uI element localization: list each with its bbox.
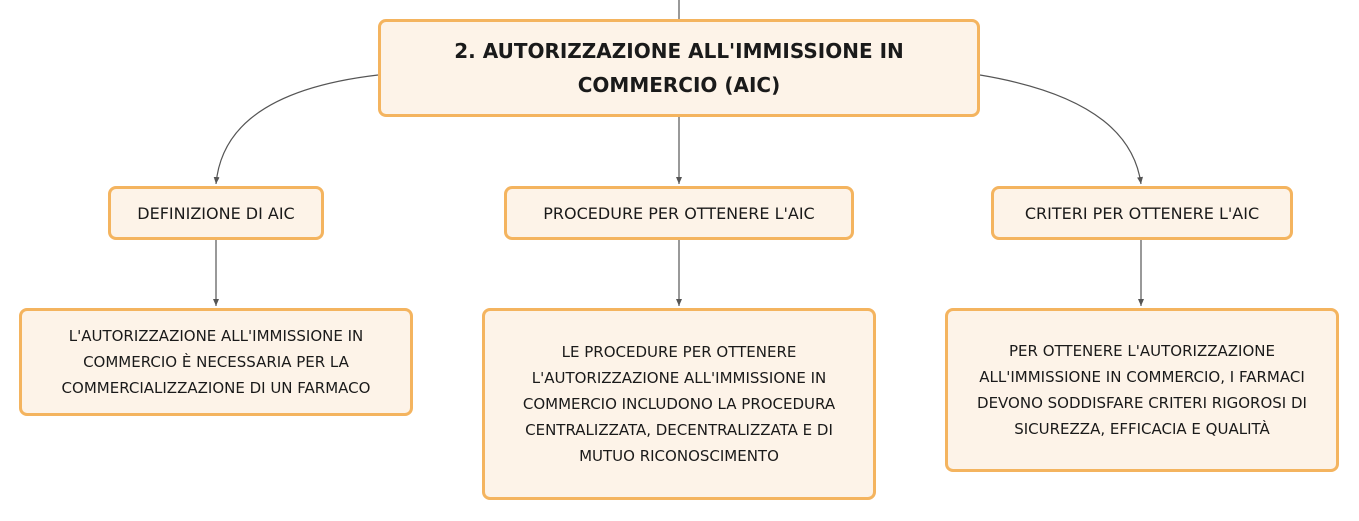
topic-label-definizione: DEFINIZIONE DI AIC bbox=[137, 203, 295, 223]
connector-root-definizione bbox=[216, 75, 378, 184]
topic-node-criteri[interactable] bbox=[991, 186, 1293, 240]
topic-node-definizione[interactable] bbox=[108, 186, 324, 240]
detail-node-criteri[interactable] bbox=[945, 308, 1339, 472]
topic-node-procedure[interactable] bbox=[504, 186, 854, 240]
root-node-aic[interactable] bbox=[378, 19, 980, 117]
detail-node-procedure[interactable] bbox=[482, 308, 876, 500]
topic-label-procedure: PROCEDURE PER OTTENERE L'AIC bbox=[543, 203, 815, 223]
topic-label-criteri: CRITERI PER OTTENERE L'AIC bbox=[1024, 203, 1260, 223]
detail-node-definizione[interactable] bbox=[19, 308, 413, 416]
connector-root-criteri bbox=[980, 75, 1141, 184]
detail-text-criteri: PER OTTENERE L'AUTORIZZAZIONE ALL'IMMISSIONE IN COMMERCIO, I FARMACI DEVONO SODDISFARE CRITERI RIGOROSI DI SICUREZZA, EFFICACIA E QUALITÀ bbox=[977, 342, 1307, 438]
detail-text-definizione: L'AUTORIZZAZIONE ALL'IMMISSIONE IN COMMERCIO È NECESSARIA PER LA COMMERCIALIZZAZIONE DI UN FARMACO bbox=[61, 327, 371, 397]
root-node-title: 2. AUTORIZZAZIONE ALL'IMMISSIONE IN COMMERCIO (AIC) bbox=[454, 39, 904, 97]
detail-text-procedure: LE PROCEDURE PER OTTENERE L'AUTORIZZAZIONE ALL'IMMISSIONE IN COMMERCIO INCLUDONO LA PROCEDURA CENTRALIZZATA, DECENTRALIZZATA E DI MUTUO RICONOSCIMENTO bbox=[522, 343, 836, 465]
